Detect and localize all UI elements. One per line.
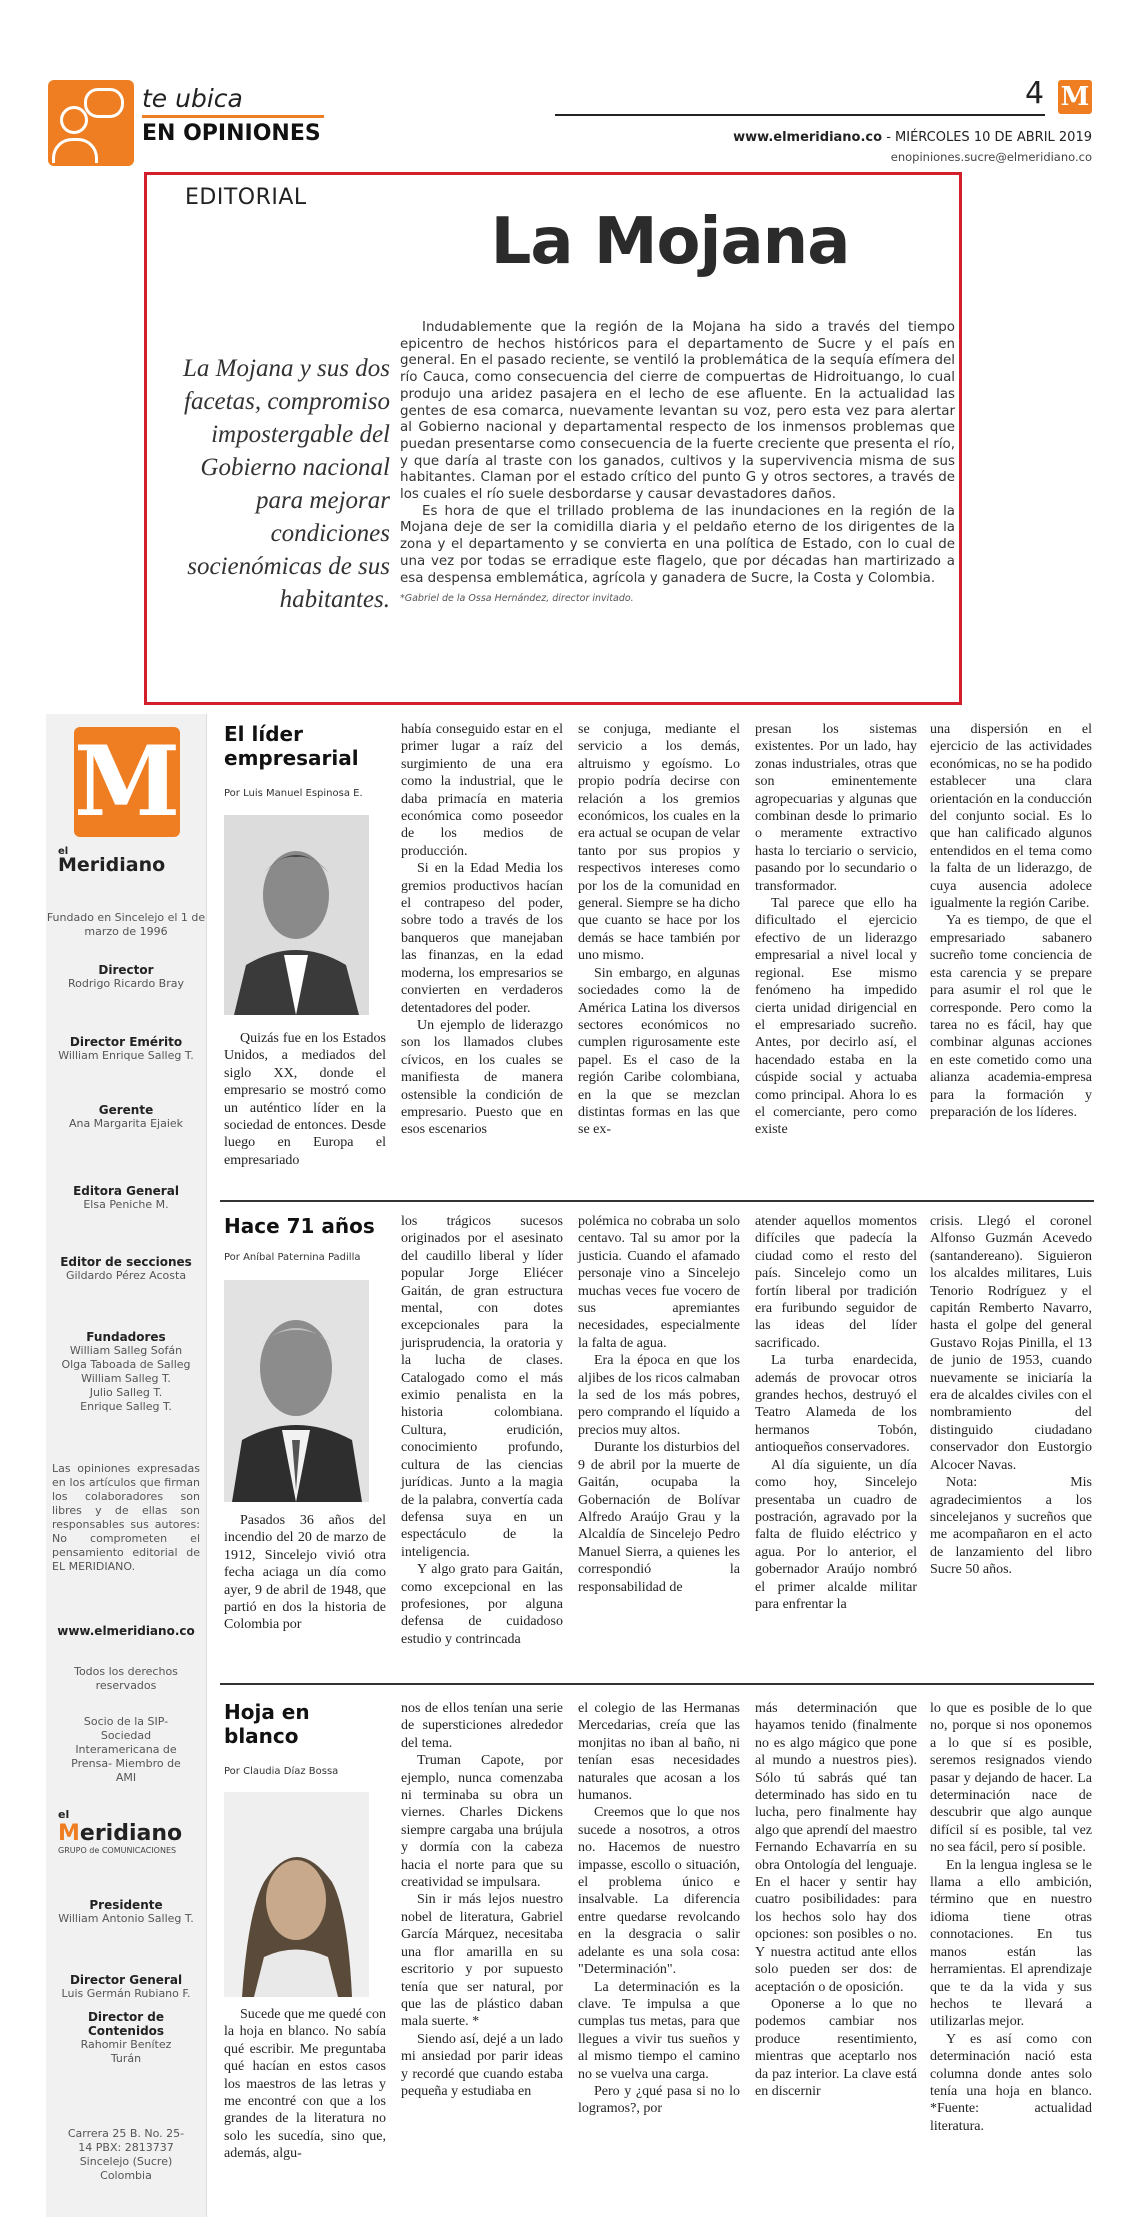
article-column [401, 1700, 563, 2100]
disclaimer-text: Las opiniones expresadas en los artículos que firman los colaboradores son libres y de ellas son responsables sus autores: No comprometen el pensamiento editorial de EL MERIDIANO. [52, 1462, 200, 1573]
masthead-label: Gerente [98, 1103, 154, 1117]
masthead-label: Editor de secciones [60, 1255, 192, 1269]
article-column [755, 1213, 917, 1613]
newspaper-logo-icon: M [74, 725, 181, 838]
paragraph: Sin ir más lejos nuestro nobel de literatura, Gabriel García Márquez, necesitaba una flor amarilla en su escritorio y por supuesto tenía que ser natural, por que las de plástico daban mala suerte. * [401, 1892, 563, 2030]
paragraph: Nota: Mis agradecimientos a los sincelejanos y sucreños que me acompañaron en el acto de lanzamiento del libro Sucre 50 años. [930, 1475, 1092, 1578]
article-title: Hoja en blanco [224, 1700, 310, 1748]
masthead-label: Director Emérito [69, 1035, 183, 1049]
paragraph: Era la época en que los aljibes de los ricos calmaban la sed de los más pobres, pero comprando el líquido a precios muy altos. [578, 1353, 740, 1438]
paragraph: Y algo grato para Gaitán, como excepcional en las profesiones, por alguna defensa de cuidadoso estudio y contrincada [401, 1562, 563, 1647]
group-logo-name: eridiano [79, 1821, 183, 1846]
paragraph: Creemos que lo que nos sucede a nosotros, a otros no. Hacemos de nuestro impasse, escollo o situación, el problema único e insalvable. La diferencia entre quedarse revolcando en la desgracia o salir adelante es una sola cosa: "Determinación". [578, 1805, 740, 1978]
article-column [930, 721, 1092, 1121]
masthead-label: Director [98, 963, 154, 977]
section-logo-icon [48, 80, 134, 166]
editorial-kicker: EDITORIAL [185, 185, 307, 210]
article-column [930, 1213, 1092, 1579]
masthead-president [46, 1898, 206, 1926]
paragraph: Pasados 36 años del incendio del 20 de marzo de 1912, Sincelejo vivió otra fecha aciaga un día como ayer, 9 de abril de 1948, que partió en dos la historia de Colombia por [224, 1513, 386, 1633]
paragraph: Siendo así, dejé a un lado mi ansiedad por parir ideas y recordé que cuando estaba pequeña y estudiaba en [401, 2031, 563, 2099]
paragraph: La determinación es la clave. Te impulsa a que cumplas tus metas, para que llegues a vivir tus sueños y al mismo tiempo el camino no se vuelva una carga. [578, 1979, 740, 2082]
founder-name: William Salleg Sofán [69, 1344, 183, 1357]
paragraph: más determinación que hayamos tenido (finalmente no es algo mágico que pone al mundo a nuestros pies). Sólo tú sabrás qué tan determinado has sido en tu lucha, pero finalmente hay algo que aprendí del maestro Fernando Echavarría en su obra Ontología del lenguaje. En el hacer y sentir hay cuatro posibilidades: para los hechos solo hay dos opciones: son posibles o no. Y nuestra actitud ante ellos solo pueden ser dos: de aceptación o de oposición. [755, 1701, 917, 1995]
paragraph: Tal parece que ello ha dificultado el ejercicio efectivo de un liderazgo empresarial a nivel local y regional. Ese mismo fenómeno ha impedido cierta unidad dirigencial en el empresariado sucreño. Antes, por decirlo así, el hacendado estaba en la cúspide social y actuaba como principal. Ahora lo es el comerciante, pero como existe [755, 896, 917, 1138]
article-byline: Por Aníbal Paternina Padilla [224, 1252, 361, 1263]
masthead-label: Presidente [89, 1898, 163, 1912]
website-link[interactable]: www.elmeridiano.co [57, 1624, 195, 1638]
masthead-name: Elsa Peniche M. [83, 1198, 169, 1211]
article-column [930, 1700, 1092, 2135]
paragraph: Sin embargo, en algunas sociedades como la de América Latina los diversos sectores económicos no cumplen rigurosamente este papel. Es el caso de la región Caribe colombiana, en la que se mezclan distintas formas en las que se ex- [578, 965, 740, 1138]
paragraph: Pero y ¿qué pasa si no lo logramos?, por [578, 2083, 740, 2117]
editorial-signature: *Gabriel de la Ossa Hernández, director invitado. [400, 593, 634, 605]
paragraph: atender aquellos momentos difíciles que padecía la ciudad como el resto del país. Sincelejo como un fortín liberal por tradición era furibundo seguidor de las ideas del líder sacrificado. [755, 1214, 917, 1351]
masthead-name: William Antonio Salleg T. [58, 1912, 194, 1925]
group-logo [58, 1808, 182, 1855]
contact-email[interactable]: enopiniones.sucre@elmeridiano.co [890, 150, 1092, 164]
author-photo [224, 1280, 369, 1502]
paragraph: se conjuga, mediante el servicio a los demás, altruismo y egoísmo. Lo propio podría decirse con relación a los gremios económicos, los cuales en la era actual se ocupan de velar tanto por sus propios y respectivos intereses como por los de la comunidad en general. Siempre se ha dicho que cuanto se hace por los demás se hace también por uno mismo. [578, 722, 740, 964]
masthead-general-director [46, 1973, 206, 2001]
article-column [755, 721, 917, 1139]
article-byline: Por Claudia Díaz Bossa [224, 1766, 339, 1777]
group-logo-el: el [58, 1808, 70, 1821]
article-column [401, 1213, 563, 1648]
paragraph: Al día siguiente, un día como hoy, Sincelejo presentaba un cuadro de postración, agravado por la falta de fluido eléctrico y agua. Por lo anterior, el gobernador Araújo nombró el primer alcalde militar para enfrentar la [755, 1457, 917, 1612]
header-divider [142, 115, 324, 118]
article-column [578, 1213, 740, 1596]
article-byline: Por Luis Manuel Espinosa E. [224, 788, 363, 799]
article-column [578, 1700, 740, 2118]
date: - MIÉRCOLES 10 DE ABRIL 2019 [882, 130, 1092, 145]
author-photo [224, 815, 369, 1015]
masthead-editor [46, 1184, 206, 1212]
masthead-label: Director General [69, 1973, 183, 1987]
address-text: Carrera 25 B. No. 25-14 PBX: 2813737 Sincelejo (Sucre) Colombia [67, 2127, 185, 2182]
masthead-label: Director de Contenidos [87, 2010, 165, 2038]
editorial-title: La Mojana [490, 205, 850, 279]
paragraph: Sucede que me quedé con la hoja en blanco. No sabía qué escribir. Me preguntaba qué hacían en estos casos los maestros de las letras y me encontré con que a los grandes de la literatura no solo les sucedía, sino que, además, algu- [224, 2007, 386, 2162]
paragraph: crisis. Llegó el coronel Alfonso Guzmán Acevedo (santandereano). Siguieron los alcaldes militares, Luis Tenorio Rodríguez y el capitán Remberto Navarro, hasta el golpe del general Gustavo Rojas Pinilla, el 13 de junio de 1953, cuando nuevamente se iniciaría la era de alcaldes civiles con el nombramiento del distinguido ciudadano conservador don Eustorgio Alcocer Navas. [930, 1214, 1092, 1473]
paragraph: Durante los disturbios del 9 de abril por la muerte de Gaitán, ocupaba la Gobernación de Bolívar Alfredo Araújo Grau y la Alcaldía de Sincelejo Pedro Manuel Sierra, a quienes les correspondió la responsabilidad de [578, 1440, 740, 1595]
article-title: El líder empresarial [224, 722, 359, 770]
paragraph: había conseguido estar en el primer lugar a raíz del surgimiento de una era como la industrial, que le daba primacía en materia económica como poseedor de los medios de producción. [401, 722, 563, 859]
paragraph: el colegio de las Hermanas Mercedarias, creía que las monjitas no iban al baño, ni tenían esas necesidades naturales que acosan a los humanos. [578, 1701, 740, 1804]
article-column [224, 2006, 386, 2163]
masthead-director [46, 963, 206, 991]
logo-name: Meridiano [58, 854, 166, 876]
masthead-emeritus [46, 1035, 206, 1063]
page-number: 4 [1025, 76, 1045, 111]
paragraph: Y es así como con determinación nació esta columna donde antes solo tenía una hoja en blanco. *Fuente: actualidad literatura. [930, 2031, 1092, 2134]
article-separator [220, 1683, 1094, 1685]
masthead-name: Gildardo Pérez Acosta [65, 1269, 187, 1282]
article-column [755, 1700, 917, 2100]
masthead-name: Rahomir Benítez Turán [80, 2038, 172, 2065]
masthead-name: Ana Margarita Ejaiek [68, 1117, 184, 1130]
paragraph: Oponerse a lo que no podemos cambiar nos produce resentimiento, mientras que aceptarlo nos da paz interior. La clave está en discernir [755, 1996, 917, 2099]
logo-el: el [58, 846, 69, 857]
article-title: Hace 71 años [224, 1214, 375, 1238]
group-logo-m: M [58, 1821, 80, 1846]
paragraph: presan los sistemas existentes. Por un lado, hay zonas industriales, otras que son eminentemente agropecuarias y algunas que combinan desde lo primario o meramente extractivo hasta lo terciario o servicio, pasando por lo secundario o transformador. [755, 722, 917, 894]
article-column [401, 721, 563, 1139]
paragraph: nos de ellos tenían una serie de supersticiones alrededor del tema. [401, 1701, 563, 1751]
paragraph: polémica no cobraba un solo centavo. Tal su amor por la justicia. Cuando el afamado personaje vino a Sincelejo muchas veces fue vocero de sus apremiantes necesidades, especialmente la falta de agua. [578, 1214, 740, 1351]
website-link[interactable]: www.elmeridiano.co [733, 130, 883, 145]
masthead-sections [46, 1255, 206, 1283]
editorial-pull-quote: La Mojana y sus dos facetas, compromiso impostergable del Gobierno nacional para mejorar condiciones socienómicas de sus habitantes. [183, 355, 390, 613]
masthead-label: Fundadores [86, 1330, 166, 1344]
paragraph: lo que es posible de lo que no, porque si nos oponemos a lo que sí es posible, seremos resignados viendo pasar y dejando de hacer. La determinación nace de descubrir que algo aunque difícil sí es posible, tal vez no sea fácil, pero sí posible. [930, 1701, 1092, 1856]
paragraph: una dispersión en el ejercicio de las actividades económicas, no se ha podido establecer una clara orientación en la conducción del conjunto social. Es lo que han calificado algunos entendidos en el tema como la falta de un liderazgo, de cuya ausencia adolece igualmente la región Caribe. [930, 722, 1092, 912]
masthead-content-director [66, 2010, 186, 2066]
article-column [224, 1030, 386, 1169]
founder-name: William Salleg T. [81, 1372, 171, 1385]
editorial-paragraph: Es hora de que el trillado problema de las inundaciones en la región de la Mojana deje de ser la comidilla diaria y el peldaño eterno de los dirigentes de la zona y el departamento y se convierta en una política de Estado, con lo cual de una vez por todas se erradique este flagelo, que por décadas han martirizado a esa despensa emblemática, agrícola y ganadera de Sucre, la Costa y Colombia. [400, 503, 955, 586]
paragraph: Si en la Edad Media los gremios productivos hacían el contrapeso del poder, sobre todo a través de los banqueros que manejaban las finanzas, en la edad moderna, los empresarios se convierten en verdaderos detentadores del poder. [401, 861, 563, 1016]
paragraph: Truman Capote, por ejemplo, nunca comenzaba ni terminaba su obra un viernes. Charles Dickens siempre cargaba una brújula y dormía con la cabeza hacia el norte para que su creatividad se impulsara. [401, 1753, 563, 1891]
masthead-label: Editora General [73, 1184, 179, 1198]
rights-text: Todos los derechos reservados [74, 1665, 178, 1692]
founder-name: Julio Salleg T. [89, 1386, 163, 1399]
paragraph: Ya es tiempo, de que el empresariado sabanero sucreño tome conciencia de esta carencia y se prepare para asumir el rol que le corresponde. Pero como la tarea no es fácil, hay que combinar algunas acciones en este cometido como una alianza academia-empresa para la formación y preparación de los líderes. [930, 913, 1092, 1120]
masthead-name: Luis Germán Rubiano F. [61, 1987, 191, 2000]
article-separator [220, 1200, 1094, 1202]
founder-name: Enrique Salleg T. [80, 1400, 172, 1413]
masthead-manager [46, 1103, 206, 1131]
membership-text: Socio de la SIP- Sociedad Interamericana de Prensa- Miembro de AMI [71, 1715, 181, 1784]
brand-badge-icon: M [1058, 80, 1092, 114]
paragraph: los trágicos sucesos originados por el asesinato del caudillo liberal y líder popular Jorge Eliécer Gaitán, de gran estructura mental, con dotes excepcionales para la jurisprudencia, la oratoria y la lucha de clases. Catalogado como el más eximio penalista en la historia colombiana. Cultura, erudición, conocimiento profundo, cultura de las ciencias jurídicas. Junto a la magia de la palabra, convertía cada defensa suya en un espectáculo de la inteligencia. [401, 1214, 563, 1560]
paragraph: En la lengua inglesa se le llama a ello ambición, término que en nuestro idioma tiene otras connotaciones. En tus manos están las herramientas. El aprendizaje que te da la vida y sus hechos te llevará a utilizarlas mejor. [930, 1857, 1092, 2030]
editorial-body [400, 320, 955, 608]
group-logo-sub: GRUPO de COMUNICACIONES [58, 1846, 177, 1855]
editorial-paragraph: Indudablemente que la región de la Mojana ha sido a través del tiempo epicentro de hechos históricos para el departamento de Sucre y el país en general. En el pasado reciente, se ventiló la problemática de la sequía efímera del río Cauca, como consecuencia del cierre de compuertas de Hidroituango, lo cual produjo una aridez pasajera en el lecho de ese afluente. En la actualidad las gentes de esa comarca, nuevamente levantan su voz, pero esta vez para alertar al Gobierno nacional y departamental respecto de los inmensos problemas que puedan presentarse como consecuencia de la fuerte creciente que presenta el río, y que daría al traste con los ganados, cultivos y la supervivencia misma de sus habitantes. Claman por el estado crítico del punto G y otros sectores, a través de los cuales el río suele desbordarse y causar devastadores daños. [400, 320, 955, 503]
masthead-founders [46, 1330, 206, 1414]
article-column [578, 721, 740, 1139]
author-photo [224, 1792, 369, 1997]
paragraph: Un ejemplo de liderazgo son los llamados clubes cívicos, en los cuales se manifiesta de manera ostensible la condición de empresario. Puesto que en esos escenarios [401, 1017, 563, 1138]
section-title: EN OPINIONES [142, 121, 321, 146]
section-kicker: te ubica [142, 84, 243, 113]
paragraph: La turba enardecida, además de provocar otros grandes hechos, destruyó el Teatro Alameda de los hermanos Tobón, antioqueños conservadores. [755, 1353, 917, 1456]
article-column [224, 1512, 386, 1634]
header-rule [555, 114, 1045, 116]
masthead-name: Rodrigo Ricardo Bray [68, 977, 184, 990]
dateline [560, 130, 1092, 145]
masthead-name: William Enrique Salleg T. [58, 1049, 194, 1062]
paragraph: Quizás fue en los Estados Unidos, a mediados del siglo XX, donde el empresario se mostró como un auténtico líder en la sociedad de entonces. Desde luego en Europa el empresariado [224, 1031, 386, 1168]
founded-text: Fundado en Sincelejo el 1 de marzo de 1996 [46, 911, 206, 938]
founder-name: Olga Taboada de Salleg [61, 1358, 191, 1371]
